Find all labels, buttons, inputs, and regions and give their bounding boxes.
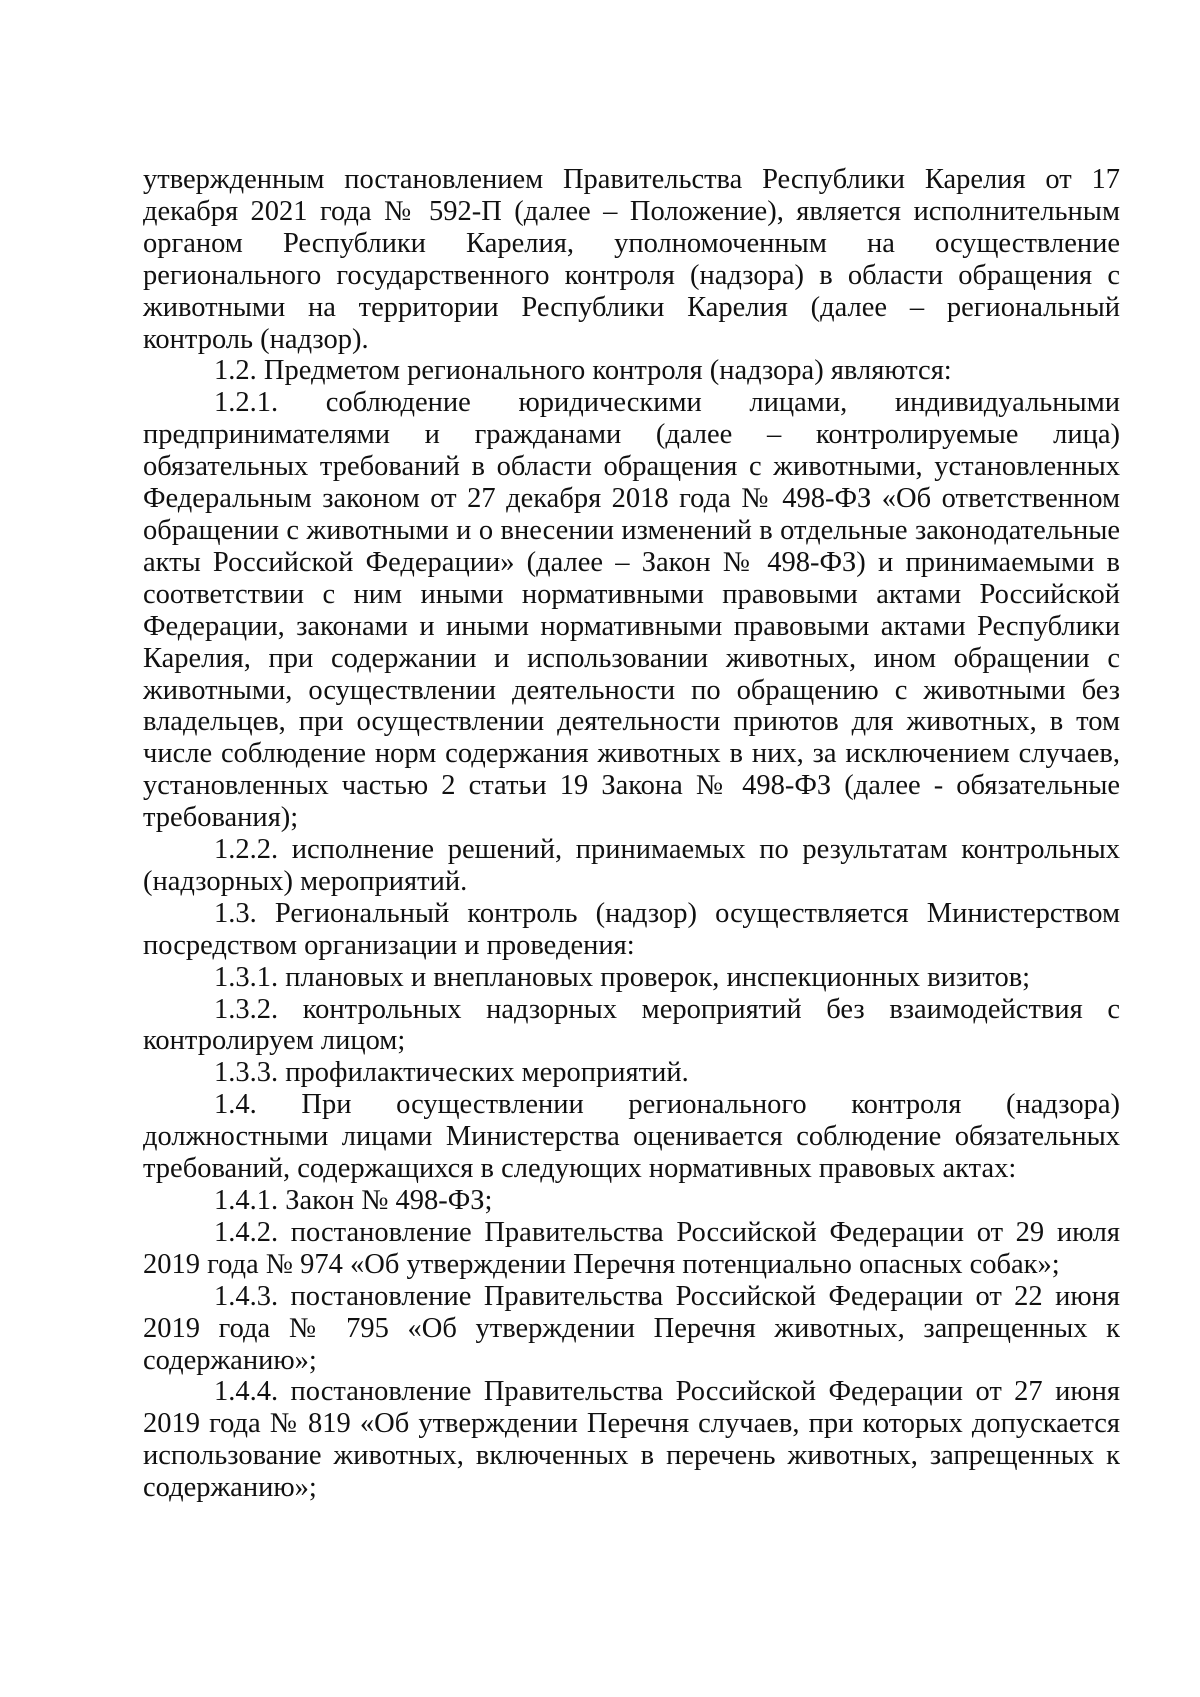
paragraph-1-2: 1.2. Предметом регионального контроля (надзора) являются:: [214, 355, 952, 387]
paragraph-1-2-2: 1.2.2. исполнение решений, принимаемых по результатам контрольных (надзорных) мероприятий.: [143, 834, 1120, 897]
document-body: [143, 164, 1120, 1504]
paragraph-1-4: 1.4. При осуществлении регионального контроля (надзора) должностными лицами Министерства оценивается соблюдение обязательных требований, содержащихся в следующих нормативных правовых актах:: [143, 1089, 1120, 1185]
paragraph-1-4-2: 1.4.2. постановление Правительства Российской Федерации от 29 июля 2019 года № 974 «Об утверждении Перечня потенциально опасных собак»;: [143, 1216, 1120, 1280]
paragraph-continuation: утвержденным постановлением Правительства Республики Карелия от 17 декабря 2021 года № 592-П (далее – Положение), является исполнительным органом Республики Карелия, уполномоченным на осуществление регионального государственного контроля (надзора) в области обращения с животными на территории Республики Карелия (далее – региональный контроль (надзор).: [143, 164, 1120, 355]
paragraph-1-4-3: 1.4.3. постановление Правительства Российской Федерации от 22 июня 2019 года № 795 «Об утверждении Перечня животных, запрещенных к содержанию»;: [143, 1280, 1120, 1376]
paragraph-1-3-2: 1.3.2. контрольных надзорных мероприятий без взаимодействия с контролируем лицом;: [143, 993, 1120, 1057]
paragraph-1-3-3: 1.3.3. профилактических мероприятий.: [214, 1057, 689, 1089]
paragraph-1-4-1: 1.4.1. Закон № 498-ФЗ;: [214, 1185, 493, 1216]
paragraph-1-3: 1.3. Региональный контроль (надзор) осуществляется Министерством посредством организации и проведения:: [143, 897, 1120, 961]
paragraph-1-2-1: 1.2.1. соблюдение юридическими лицами, индивидуальными предпринимателями и гражданами (далее – контролируемые лица) обязательных требований в области обращения с животными, установленных Федеральным законом от 27 декабря 2018 года № 498-ФЗ «Об ответственном обращении с животными и о внесении изменений в отдельные законодательные акты Российской Федерации» (далее – Закон № 498-ФЗ) и принимаемыми в соответствии с ним иными нормативными правовыми актами Российской Федерации, законами и иными нормативными правовыми актами Республики Карелия, при содержании и использовании животных, ином обращении с животными, осуществлении деятельности по обращению с животными без владельцев, при осуществлении деятельности приютов для животных, в том числе соблюдение норм содержания животных в них, за исключением случаев, установленных частью 2 статьи 19 Закона № 498-ФЗ (далее - обязательные требования);: [143, 387, 1120, 834]
paragraph-1-4-4: 1.4.4. постановление Правительства Российской Федерации от 27 июня 2019 года № 819 «Об утверждении Перечня случаев, при которых допускается использование животных, включенных в перечень животных, запрещенных к содержанию»;: [143, 1376, 1120, 1504]
paragraph-1-3-1: 1.3.1. плановых и внеплановых проверок, инспекционных визитов;: [214, 961, 1031, 993]
